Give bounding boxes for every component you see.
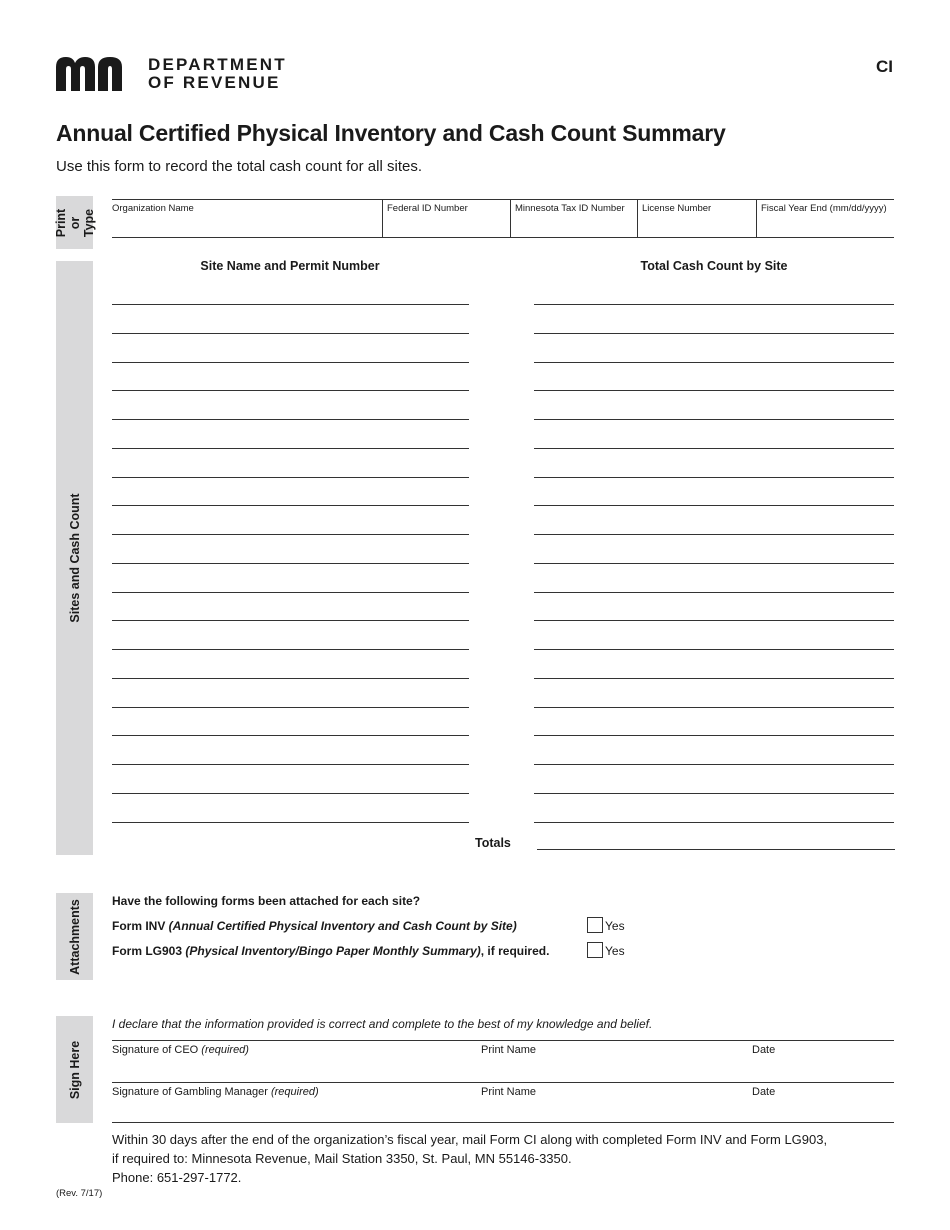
cash-count-line <box>534 620 894 621</box>
form-inv-yes-checkbox[interactable] <box>587 917 603 933</box>
cash-count-line <box>534 707 894 708</box>
site-name-input[interactable] <box>112 799 469 821</box>
cash-count-line <box>534 592 894 593</box>
side-tab-print-label: Print or Type <box>53 208 96 237</box>
cash-count-line <box>534 390 894 391</box>
ceo-signature-text: Signature of CEO <box>112 1044 202 1056</box>
site-name-input[interactable] <box>112 425 469 447</box>
gm-date-input[interactable] <box>752 1100 894 1122</box>
cash-count-input[interactable] <box>534 770 894 792</box>
gm-print-name-label: Print Name <box>481 1086 537 1098</box>
site-name-line <box>112 707 469 708</box>
mn-revenue-logo <box>56 55 296 91</box>
cash-count-line <box>534 735 894 736</box>
site-name-input[interactable] <box>112 339 469 361</box>
site-name-input[interactable] <box>112 454 469 476</box>
site-name-line <box>112 390 469 391</box>
ceo-date-input[interactable] <box>752 1059 894 1081</box>
site-name-input[interactable] <box>112 482 469 504</box>
site-name-input[interactable] <box>112 367 469 389</box>
cash-count-line <box>534 764 894 765</box>
cash-count-input[interactable] <box>534 511 894 533</box>
ceo-date-label: Date <box>752 1044 776 1056</box>
site-name-line <box>112 505 469 506</box>
site-name-input[interactable] <box>112 310 469 332</box>
form-inv-text <box>112 919 517 933</box>
cash-count-line <box>534 419 894 420</box>
cash-count-line <box>534 333 894 334</box>
form-lg903-yes-checkbox[interactable] <box>587 942 603 958</box>
logo-text-line2: OF REVENUE <box>148 73 281 92</box>
mailing-instructions <box>112 1130 902 1187</box>
site-name-input[interactable] <box>112 770 469 792</box>
gm-print-name-input[interactable] <box>481 1100 746 1122</box>
ceo-signature-label <box>112 1044 249 1056</box>
site-name-line <box>112 764 469 765</box>
totals-label: Totals <box>475 836 511 850</box>
gm-required-note: (required) <box>270 1086 319 1098</box>
cash-count-input[interactable] <box>534 626 894 648</box>
cash-count-input[interactable] <box>534 454 894 476</box>
site-name-line <box>112 419 469 420</box>
page-title: Annual Certified Physical Inventory and Cash Count Summary <box>56 120 726 146</box>
revision-date: (Rev. 7/17) <box>56 1188 103 1199</box>
form-inv-label: Form INV <box>112 919 169 933</box>
license-number-field[interactable] <box>637 200 756 237</box>
site-name-input[interactable] <box>112 597 469 619</box>
cash-count-input[interactable] <box>534 597 894 619</box>
form-lg903-suffix: , if required. <box>480 944 550 958</box>
cash-count-input[interactable] <box>534 799 894 821</box>
side-tab-sign-label: Sign Here <box>67 1040 82 1099</box>
phone-line: Phone: 651-297-1772. <box>112 1170 242 1185</box>
site-name-line <box>112 563 469 564</box>
site-name-input[interactable] <box>112 712 469 734</box>
page-subtitle: Use this form to record the total cash count for all sites. <box>56 158 422 175</box>
cash-count-input[interactable] <box>534 367 894 389</box>
signature-rule-top <box>112 1040 894 1041</box>
side-tab-sites <box>56 261 93 855</box>
side-tab-attachments <box>56 893 93 980</box>
site-name-line <box>112 477 469 478</box>
site-name-input[interactable] <box>112 511 469 533</box>
site-name-line <box>112 735 469 736</box>
site-name-line <box>112 534 469 535</box>
form-inv-yes-label: Yes <box>605 919 625 933</box>
totals-line <box>537 849 895 850</box>
cash-count-line <box>534 822 894 823</box>
site-name-line <box>112 448 469 449</box>
site-name-line <box>112 793 469 794</box>
site-name-line <box>112 678 469 679</box>
fiscal-year-end-field[interactable] <box>756 200 894 237</box>
site-name-line <box>112 822 469 823</box>
cash-count-input[interactable] <box>534 281 894 303</box>
site-name-line <box>112 333 469 334</box>
signature-rule-middle <box>112 1082 894 1083</box>
site-name-line <box>112 620 469 621</box>
gm-signature-text: Signature of Gambling Manager <box>112 1086 271 1098</box>
site-name-input[interactable] <box>112 626 469 648</box>
side-tab-attachments-label: Attachments <box>67 898 82 975</box>
cash-count-input[interactable] <box>534 684 894 706</box>
form-lg903-description: (Physical Inventory/Bingo Paper Monthly Summary) <box>185 944 481 958</box>
cash-count-line <box>534 477 894 478</box>
site-name-input[interactable] <box>112 540 469 562</box>
cash-count-line <box>534 534 894 535</box>
site-name-input[interactable] <box>112 655 469 677</box>
cash-count-input[interactable] <box>534 396 894 418</box>
organization-info-row <box>112 199 894 238</box>
cash-count-line <box>534 304 894 305</box>
cash-count-input[interactable] <box>534 425 894 447</box>
logo-text-line1: DEPARTMENT <box>148 55 287 74</box>
side-tab-sign-here <box>56 1016 93 1123</box>
form-inv-description: (Annual Certified Physical Inventory and Cash Count by Site) <box>168 919 517 933</box>
cash-count-input[interactable] <box>534 655 894 677</box>
fiscal-year-end-label: Fiscal Year End (mm/dd/yyyy) <box>761 203 887 214</box>
cash-count-input[interactable] <box>534 339 894 361</box>
federal-id-field[interactable] <box>382 200 510 237</box>
site-name-input[interactable] <box>112 684 469 706</box>
organization-name-field[interactable] <box>112 200 382 237</box>
cash-count-input[interactable] <box>534 310 894 332</box>
form-lg903-yes-label: Yes <box>605 944 625 958</box>
site-name-line <box>112 649 469 650</box>
mailing-line-1: Within 30 days after the end of the organization’s fiscal year, mail Form CI along with completed Form INV and Form LG903, <box>112 1132 828 1147</box>
site-name-line <box>112 362 469 363</box>
form-lg903-text <box>112 944 549 958</box>
cash-count-line <box>534 505 894 506</box>
site-name-column-header: Site Name and Permit Number <box>200 259 380 273</box>
cash-count-line <box>534 649 894 650</box>
site-name-input[interactable] <box>112 741 469 763</box>
cash-count-line <box>534 793 894 794</box>
cash-count-column-header: Total Cash Count by Site <box>640 259 788 273</box>
cash-count-line <box>534 448 894 449</box>
mailing-line-2: if required to: Minnesota Revenue, Mail Station 3350, St. Paul, MN 55146-3350. <box>112 1151 572 1166</box>
side-tab-print-or-type <box>53 196 96 249</box>
license-number-label: License Number <box>642 203 712 214</box>
form-lg903-label: Form LG903 <box>112 944 186 958</box>
site-name-input[interactable] <box>112 569 469 591</box>
cash-count-input[interactable] <box>534 741 894 763</box>
cash-count-input[interactable] <box>534 569 894 591</box>
cash-count-line <box>534 362 894 363</box>
totals-input[interactable] <box>537 827 895 849</box>
site-name-line <box>112 592 469 593</box>
site-name-line <box>112 304 469 305</box>
mn-logo-icon <box>56 55 136 91</box>
declaration-text: I declare that the information provided is correct and complete to the best of my knowledge and belief. <box>112 1017 653 1031</box>
attachments-question: Have the following forms been attached for each site? <box>112 894 421 908</box>
cash-count-line <box>534 563 894 564</box>
site-name-input[interactable] <box>112 281 469 303</box>
signature-rule-bottom <box>112 1122 894 1123</box>
gm-date-label: Date <box>752 1086 776 1098</box>
organization-name-label: Organization Name <box>112 203 194 214</box>
mn-tax-id-field[interactable] <box>510 200 637 237</box>
cash-count-input[interactable] <box>534 712 894 734</box>
form-code: CI <box>876 57 893 76</box>
ceo-required-note: (required) <box>201 1044 249 1056</box>
site-name-input[interactable] <box>112 396 469 418</box>
federal-id-label: Federal ID Number <box>387 203 468 214</box>
cash-count-input[interactable] <box>534 482 894 504</box>
mn-tax-id-label: Minnesota Tax ID Number <box>515 203 625 214</box>
gm-signature-input[interactable] <box>112 1100 472 1122</box>
gm-signature-label <box>112 1086 319 1098</box>
side-tab-sites-label: Sites and Cash Count <box>67 493 82 623</box>
ceo-signature-input[interactable] <box>112 1059 472 1081</box>
cash-count-line <box>534 678 894 679</box>
cash-count-input[interactable] <box>534 540 894 562</box>
ceo-print-name-label: Print Name <box>481 1044 537 1056</box>
ceo-print-name-input[interactable] <box>481 1059 746 1081</box>
